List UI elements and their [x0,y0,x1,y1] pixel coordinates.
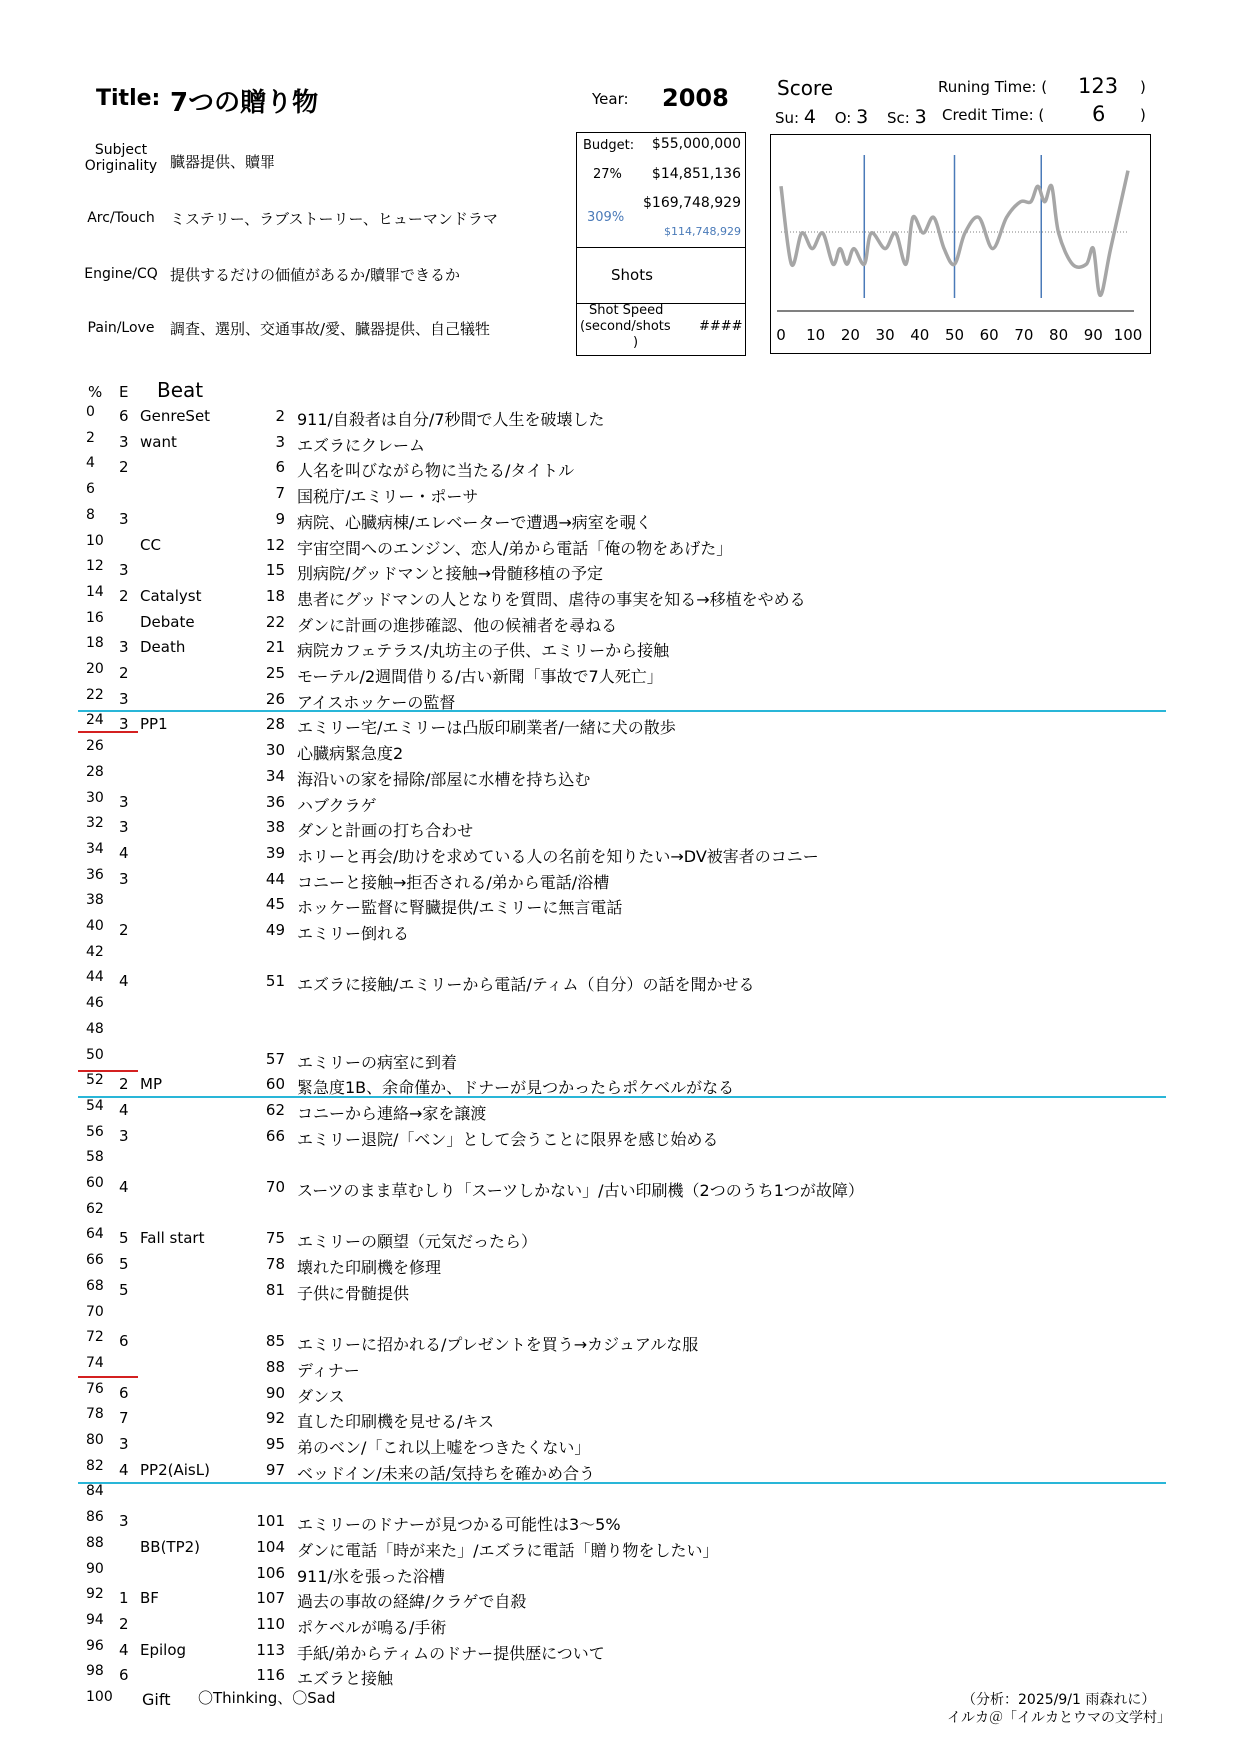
row-emotion: 6 [119,1666,129,1684]
engine-value: 提供するだけの価値があるか/贖罪できるか [170,266,461,284]
row-emotion: 3 [119,561,129,579]
row-minute: 95 [265,1435,285,1453]
su-label: Su: [775,109,800,127]
row-percent: 4 [86,455,95,471]
row-percent: 42 [86,944,104,960]
row-percent: 30 [86,790,104,806]
engine-label: Engine/CQ [84,266,158,282]
row-minute: 62 [265,1101,285,1119]
row-minute: 45 [265,895,285,913]
row-beat: GenreSet [140,407,211,425]
gross2-value: $169,748,929 [643,195,741,211]
row-description: 海沿いの家を掃除/部屋に水槽を持ち込む [297,770,591,789]
row-minute: 66 [265,1127,285,1145]
mp-marker [78,1070,138,1072]
shot-speed-label: Shot Speed [589,303,664,318]
row-beat: Debate [140,613,195,631]
row-emotion: 6 [119,1332,129,1350]
row-beat: PP2(AisL) [140,1461,210,1479]
row-percent: 60 [86,1175,104,1191]
subject-label-line2: Originality [84,158,158,174]
shot-speed-value: #### [699,319,743,334]
row-percent: 74 [86,1355,104,1371]
row-percent: 72 [86,1329,104,1345]
row-description: エミリーの願望（元気だったら） [297,1232,538,1251]
act-divider-2 [78,1096,1166,1098]
chart-x-tick-label: 70 [1014,326,1034,344]
row-description: 911/自殺者は自分/7秒間で人生を破壊した [297,410,605,429]
row-description: 弟のベン/「これ以上嘘をつきたくない」 [297,1438,591,1457]
credit-time-close: ) [1140,106,1146,124]
row-emotion: 3 [119,793,129,811]
row-description: 宇宙空間へのエンジン、恋人/弟から電話「俺の物をあげた」 [297,539,733,558]
act-divider-3 [78,1482,1166,1484]
sc-label: Sc: [887,109,910,127]
chart-x-tick-label: 100 [1113,326,1143,344]
row-percent: 22 [86,687,104,703]
row-description: 過去の事故の経緯/クラゲで自殺 [297,1592,527,1611]
row-description: 病院カフェテラス/丸坊主の子供、エミリーから接触 [297,641,670,660]
row-minute: 70 [265,1178,285,1196]
row-minute: 3 [275,433,285,451]
row-percent: 80 [86,1432,104,1448]
row-minute: 38 [265,818,285,836]
budget-label: Budget: [583,138,635,153]
row-percent: 26 [86,738,104,754]
row-percent: 48 [86,1021,104,1037]
arc-value: ミステリー、ラブストーリー、ヒューマンドラマ [170,210,498,228]
su-o-sc-scores [775,106,927,128]
row-percent: 98 [86,1663,104,1679]
row-percent: 64 [86,1226,104,1242]
row-minute: 92 [265,1409,285,1427]
row-minute: 30 [265,741,285,759]
title-label: Title: [96,86,161,111]
row-description: エミリーに招かれる/プレゼントを買う→カジュアルな服 [297,1335,699,1354]
o-value: 3 [856,106,869,128]
credit-time-label: Credit Time: ( [942,106,1045,124]
row-minute: 110 [256,1615,285,1633]
row-percent: 92 [86,1586,104,1602]
row-percent: 36 [86,867,104,883]
row-minute: 57 [265,1050,285,1068]
row-beat: BF [140,1589,159,1607]
su-value: 4 [803,106,816,128]
runtime-value: 123 [1078,74,1119,98]
row-percent: 32 [86,815,104,831]
row-description: エミリーのドナーが見つかる可能性は3〜5% [297,1515,621,1534]
row-percent: 84 [86,1483,104,1499]
row-description: エミリー退院/「ベン」として会うことに限界を感じ始める [297,1130,719,1149]
fall-marker [78,1376,138,1378]
row-emotion: 2 [119,664,129,682]
row-minute: 21 [265,638,285,656]
row-percent: 14 [86,584,104,600]
row-emotion: 4 [119,844,129,862]
row-description: 911/氷を張った浴槽 [297,1567,445,1586]
row-description: 手紙/弟からティムのドナー提供歴について [297,1644,605,1663]
row-percent: 96 [86,1638,104,1654]
row-description: 壊れた印刷機を修理 [297,1258,442,1277]
gift-value: 〇Thinking、〇Sad [198,1689,336,1707]
row-minute: 26 [265,690,285,708]
row-minute: 97 [265,1461,285,1479]
row-percent: 12 [86,558,104,574]
row-description: エズラと接触 [297,1669,394,1688]
budget-divider-1 [577,247,745,248]
subject-label-line1: Subject [94,142,148,158]
row-minute: 90 [265,1384,285,1402]
row-percent: 44 [86,969,104,985]
row-beat: want [140,433,177,451]
row-percent: 94 [86,1612,104,1628]
row-description: 心臓病緊急度2 [297,744,404,763]
row-beat: Death [140,638,186,656]
credit-time-value: 6 [1092,102,1106,126]
row-minute: 18 [265,587,285,605]
runtime-close: ) [1140,78,1146,96]
shot-speed-close: ) [633,335,639,350]
beat-header: Beat [157,378,204,402]
row-emotion: 3 [119,690,129,708]
chart-x-tick-label: 10 [806,326,826,344]
row-percent: 16 [86,610,104,626]
row-emotion: 2 [119,458,129,476]
row-description: 別病院/グッドマンと接触→骨髄移植の予定 [297,564,603,583]
row-minute: 107 [256,1589,285,1607]
row-description: エミリー倒れる [297,924,410,943]
act-divider-1 [78,710,1166,712]
row-minute: 88 [265,1358,285,1376]
row-minute: 104 [256,1538,285,1556]
row-beat: CC [140,536,161,554]
row-minute: 7 [275,484,285,502]
row-percent: 58 [86,1149,104,1165]
row-minute: 15 [265,561,285,579]
row-minute: 39 [265,844,285,862]
row-beat: Epilog [140,1641,187,1659]
row-emotion: 4 [119,1641,129,1659]
budget-box [576,132,746,356]
row-percent: 50 [86,1047,104,1063]
chart-x-tick-label: 50 [944,326,965,344]
row-description: ホッケー監督に腎臓提供/エミリーに無言電話 [297,898,623,917]
row-emotion: 2 [119,1075,129,1093]
arc-label: Arc/Touch [87,210,155,226]
row-percent: 8 [86,507,95,523]
row-description: スーツのまま草むしり「スーツしかない」/古い印刷機（2つのうち1つが故障） [297,1181,864,1200]
row-emotion: 4 [119,972,129,990]
chart-x-tick-label: 30 [875,326,895,344]
row-emotion: 1 [119,1589,129,1607]
row-minute: 60 [265,1075,285,1093]
row-minute: 116 [256,1666,285,1684]
row-percent: 40 [86,918,104,934]
row-description: エミリーの病室に到着 [297,1053,458,1072]
shots-label: Shots [611,266,653,284]
row-description: エズラに接触/エミリーから電話/ティム（自分）の話を聞かせる [297,975,755,994]
movie-title: 7つの贈り物 [170,88,319,118]
row-description: ホリーと再会/助けを求めている人の名前を知りたい→DV被害者のコニー [297,847,819,866]
row-percent: 90 [86,1561,104,1577]
score-chart [770,134,1151,354]
row-beat: Catalyst [140,587,202,605]
pct1-value: 27% [593,167,622,182]
chart-x-tick-label: 90 [1083,326,1103,344]
row-description: モーテル/2週間借りる/古い新聞「事故で7人死亡」 [297,667,663,686]
chart-x-tick-label: 60 [979,326,999,344]
row-description: ダンス [297,1387,345,1406]
row-emotion: 4 [119,1101,129,1119]
row-beat: PP1 [140,715,168,733]
row-minute: 81 [265,1281,285,1299]
row-emotion: 2 [119,587,129,605]
row-emotion: 3 [119,433,129,451]
row-percent: 56 [86,1124,104,1140]
row-percent: 24 [86,712,104,728]
row-description: 患者にグッドマンの人となりを質問、虐待の事実を知る→移植をやめる [297,590,806,609]
row-emotion: 5 [119,1255,129,1273]
pct2-value: 309% [587,210,625,225]
row-percent: 100 [86,1689,113,1705]
chart-x-tick-label: 20 [840,326,860,344]
row-emotion: 4 [119,1461,129,1479]
row-percent: 88 [86,1535,104,1551]
row-minute: 34 [265,767,285,785]
row-minute: 113 [256,1641,285,1659]
profit-value: $114,748,929 [664,225,741,238]
row-minute: 78 [265,1255,285,1273]
row-minute: 28 [265,715,285,733]
row-description: ダンに電話「時が来た」/エズラに電話「贈り物をしたい」 [297,1541,719,1560]
row-description: 病院、心臓病棟/エレベーターで遭遇→病室を覗く [297,513,652,532]
row-emotion: 3 [119,1127,129,1145]
subject-value: 臓器提供、贖罪 [170,153,276,171]
analysis-note: （分析：2025/9/1 雨森れに） [962,1692,1156,1708]
row-percent: 6 [86,481,95,497]
row-emotion: 3 [119,510,129,528]
row-description: エミリー宅/エミリーは凸版印刷業者/一緒に犬の散歩 [297,718,676,737]
row-emotion: 6 [119,407,129,425]
row-description: コニーから連絡→家を譲渡 [297,1104,487,1123]
row-description: 人名を叫びながら物に当たる/タイトル [297,461,575,480]
row-emotion: 2 [119,921,129,939]
row-minute: 106 [256,1564,285,1582]
row-description: ディナー [297,1361,360,1380]
row-percent: 10 [86,533,104,549]
row-description: アイスホッケーの監督 [297,693,456,712]
row-emotion: 3 [119,715,129,733]
row-description: エズラにクレーム [297,436,426,455]
row-minute: 44 [265,870,285,888]
row-description: ダンに計画の進捗確認、他の候補者を尋ねる [297,616,618,635]
row-emotion: 3 [119,818,129,836]
row-percent: 34 [86,841,104,857]
row-minute: 51 [265,972,285,990]
row-description: 子供に骨髄提供 [297,1284,410,1303]
row-description: 国税庁/エミリー・ポーサ [297,487,479,506]
row-description: ダンと計画の打ち合わせ [297,821,474,840]
row-percent: 68 [86,1278,104,1294]
row-minute: 101 [256,1512,285,1530]
row-percent: 18 [86,635,104,651]
row-emotion: 3 [119,1512,129,1530]
row-minute: 12 [265,536,285,554]
row-percent: 54 [86,1098,104,1114]
subject-label [66,142,176,174]
year-label: Year: [592,90,629,108]
row-emotion: 3 [119,638,129,656]
pain-value: 調査、選別、交通事故/愛、臓器提供、自己犠牲 [170,320,491,338]
row-minute: 2 [275,407,285,425]
row-percent: 52 [86,1072,104,1088]
runtime-label: Runing Time: ( [938,78,1048,96]
sc-value: 3 [914,106,927,128]
row-percent: 76 [86,1381,104,1397]
row-emotion: 3 [119,1435,129,1453]
gross1-value: $14,851,136 [651,166,741,182]
pp1-marker [78,731,138,733]
row-emotion: 2 [119,1615,129,1633]
chart-x-tick-label: 0 [776,326,786,344]
year-value: 2008 [662,84,729,112]
row-minute: 85 [265,1332,285,1350]
row-minute: 9 [275,510,285,528]
row-beat: MP [140,1075,162,1093]
row-emotion: 5 [119,1229,129,1247]
chart-x-tick-label: 80 [1049,326,1069,344]
gift-label: Gift [142,1690,171,1709]
shot-speed-unit: (second/shots [580,319,671,334]
row-description: ポケベルが鳴る/手術 [297,1618,447,1637]
row-percent: 78 [86,1406,104,1422]
row-description: コニーと接触→拒否される/弟から電話/浴槽 [297,873,610,892]
row-percent: 70 [86,1304,104,1320]
row-emotion: 5 [119,1281,129,1299]
row-minute: 49 [265,921,285,939]
row-percent: 0 [86,404,95,420]
e-header: E [119,383,129,401]
row-percent: 2 [86,430,95,446]
row-emotion: 3 [119,870,129,888]
row-description: 直した印刷機を見せる/キス [297,1412,495,1431]
row-beat: BB(TP2) [140,1538,201,1556]
row-percent: 20 [86,661,104,677]
row-emotion: 4 [119,1178,129,1196]
chart-x-tick-label: 40 [910,326,930,344]
row-percent: 38 [86,892,104,908]
row-percent: 86 [86,1509,104,1525]
row-minute: 25 [265,664,285,682]
pain-label: Pain/Love [87,320,155,336]
row-minute: 36 [265,793,285,811]
o-label: O: [834,109,852,127]
row-description: ベッドイン/未来の話/気持ちを確かめ合う [297,1464,595,1483]
budget-value: $55,000,000 [651,136,741,152]
row-minute: 22 [265,613,285,631]
author-credit: イルカ＠「イルカとウマの文学村」 [947,1710,1171,1726]
row-minute: 75 [265,1229,285,1247]
row-minute: 6 [275,458,285,476]
row-percent: 66 [86,1252,104,1268]
row-percent: 62 [86,1201,104,1217]
row-emotion: 6 [119,1384,129,1402]
row-percent: 82 [86,1458,104,1474]
row-description: ハブクラゲ [297,796,377,815]
row-description: 緊急度1B、余命僅か、ドナーが見つかったらポケベルがなる [297,1078,735,1097]
row-emotion: 7 [119,1409,129,1427]
pct-header: % [88,383,103,401]
row-percent: 28 [86,764,104,780]
score-label: Score [777,76,834,100]
row-percent: 46 [86,995,104,1011]
row-beat: Fall start [140,1229,205,1247]
score-chart-svg [771,135,1150,353]
